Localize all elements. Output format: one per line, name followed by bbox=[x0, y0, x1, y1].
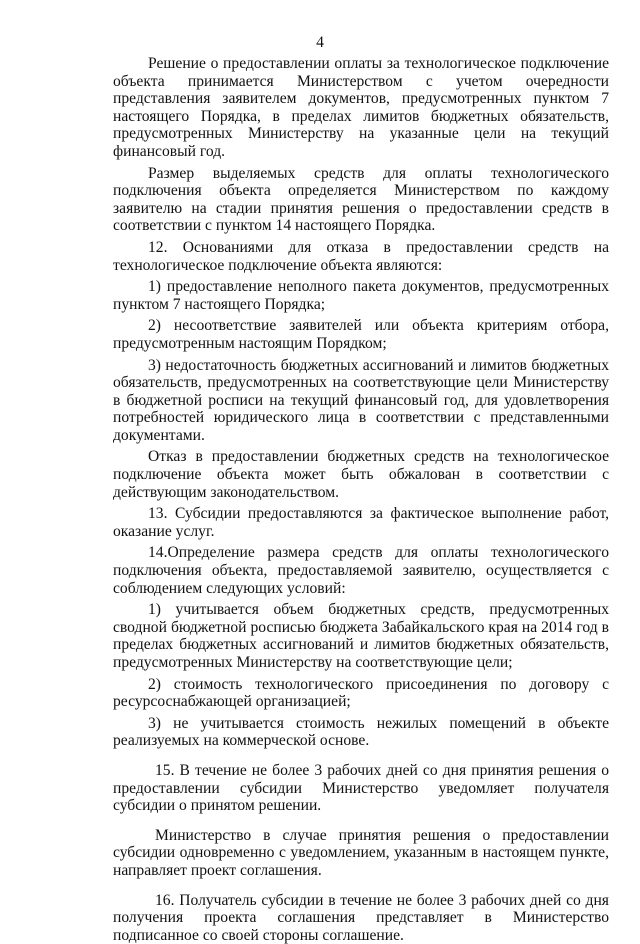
paragraph-12-item-1: 1) предоставление неполного пакета документов, предусмотренных пунктом 7 настоящего Порядка; bbox=[113, 278, 609, 313]
paragraph-13: 13. Субсидии предоставляются за фактическое выполнение работ, оказание услуг. bbox=[113, 505, 609, 540]
paragraph-12-item-2: 2) несоответствие заявителей или объекта критериям отбора, предусмотренным настоящим Порядком; bbox=[113, 317, 609, 352]
paragraph-12-refusal-grounds: 12. Основаниями для отказа в предоставлении средств на технологическое подключение объекта являются: bbox=[113, 238, 609, 274]
paragraph-14-item-3: 3) не учитывается стоимость нежилых помещений в объекте реализуемых на коммерческой основе. bbox=[113, 714, 609, 750]
paragraph-decision: Решение о предоставлении оплаты за технологическое подключение объекта принимается Министерством с учетом очередности представления заявителем документов, предусмотренных пунктом 7 настоящего Порядка, в пределах лимитов бюджетных обязательств, предусмотренных Министерству на указанные цели на текущий финансовый год. bbox=[113, 55, 609, 160]
paragraph-15-agreement: Министерство в случае принятия решения о предоставлении субсидии одновременно с уведомлением, указанным в настоящем пункте, направляет проект соглашения. bbox=[113, 826, 609, 879]
paragraph-14-conditions: 14.Определение размера средств для оплаты технологического подключения объекта, предоставляемой заявителю, осуществляется с соблюдением следующих условий: bbox=[113, 544, 609, 597]
paragraph-16: 16. Получатель субсидии в течение не более 3 рабочих дней со дня получения проекта соглашения представляет в Министерство подписанное со своей стороны соглашение. bbox=[113, 891, 609, 944]
paragraph-14-item-2: 2) стоимость технологического присоединения по договору с ресурсоснабжающей организацией; bbox=[113, 675, 609, 711]
paragraph-14-item-1: 1) учитывается объем бюджетных средств, предусмотренных сводной бюджетной росписью бюджета Забайкальского края на 2014 год в пределах бюджетных ассигнований и лимитов бюджетных обязательств, предусмотренных Министерству на соответствующие цели; bbox=[113, 601, 609, 671]
paragraph-amount: Размер выделяемых средств для оплаты технологического подключения объекта определяется Министерством по каждому заявителю на стадии принятия решения о предоставлении средств в соответствии с пунктом 14 настоящего Порядка. bbox=[113, 164, 609, 235]
paragraph-appeal: Отказ в предоставлении бюджетных средств на технологическое подключение объекта может быть обжалован в соответствии с действующим законодательством. bbox=[113, 448, 609, 501]
document-body bbox=[113, 55, 609, 944]
page-number: 4 bbox=[316, 34, 324, 51]
paragraph-15: 15. В течение не более 3 рабочих дней со дня принятия решения о предоставлении субсидии Министерство уведомляет получателя субсидии о принятом решении. bbox=[113, 761, 609, 815]
paragraph-12-item-3: 3) недостаточность бюджетных ассигнований и лимитов бюджетных обязательств, предусмотренных на соответствующие цели Министерству в бюджетной росписи на текущий финансовый год, для удовлетворения потребностей юридического лица в соответствии с представленными документами. bbox=[113, 356, 609, 444]
